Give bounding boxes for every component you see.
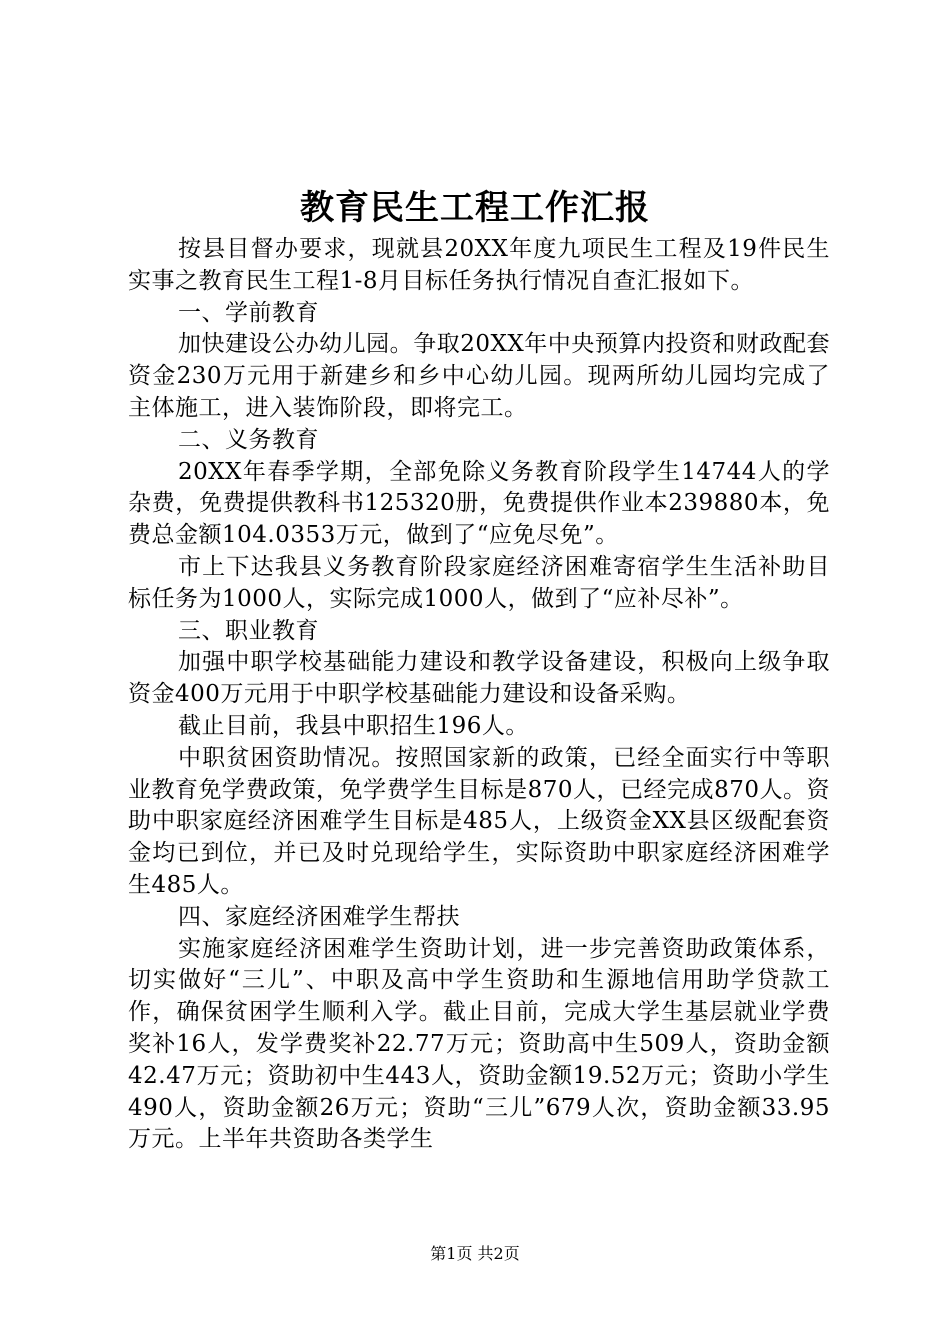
section-heading-vocational: 三、职业教育 (178, 617, 319, 644)
paragraph-compulsory-fees: 20XX年春季学期，全部免除义务教育阶段学生14744人的学杂费，免费提供教科书125320册，免费提供作业本239880本，免费总金额104.0353万元，做到了“应免尽免”。 (128, 458, 830, 549)
paragraph-compulsory-subsidy: 市上下达我县义务教育阶段家庭经济困难寄宿学生生活补助目标任务为1000人，实际完成1000人，做到了“应补尽补”。 (128, 553, 830, 612)
paragraph-vocational-funding: 加强中职学校基础能力建设和教学设备建设，积极向上级争取资金400万元用于中职学校基础能力建设和设备采购。 (128, 649, 830, 708)
paragraph-preschool: 加快建设公办幼儿园。争取20XX年中央预算内投资和财政配套资金230万元用于新建乡和乡中心幼儿园。现两所幼儿园均完成了主体施工，进入装饰阶段，即将完工。 (128, 331, 830, 421)
paragraph-vocational-aid: 中职贫困资助情况。按照国家新的政策，已经全面实行中等职业教育免学费政策，免学费学生目标是870人，已经完成870人。资助中职家庭经济困难学生目标是485人，上级资金XX县区级配套资金均已到位，并已及时兑现给学生，实际资助中职家庭经济困难学生485人。 (128, 744, 830, 898)
paragraph-vocational-enrollment: 截止目前，我县中职招生196人。 (178, 712, 529, 739)
section-heading-compulsory: 二、义务教育 (178, 426, 319, 453)
paragraph-family-aid: 实施家庭经济困难学生资助计划，进一步完善资助政策体系，切实做好“三儿”、中职及高中学生资助和生源地信用助学贷款工作，确保贫困学生顺利入学。截止目前，完成大学生基层就业学费奖补16人，发学费奖补22.77万元；资助高中生509人，资助金额42.47万元；资助初中生443人，资助金额19.52万元；资助小学生490人，资助金额26万元；资助“三儿”679人次，资助金额33.95万元。上半年共资助各类学生 (128, 935, 830, 1153)
document-body (128, 234, 830, 1156)
page-footer: 第1页 共2页 (430, 1244, 520, 1263)
section-heading-family-aid: 四、家庭经济困难学生帮扶 (178, 903, 460, 930)
section-heading-preschool: 一、学前教育 (178, 299, 319, 326)
paragraph-intro: 按县目督办要求，现就县20XX年度九项民生工程及19件民生实事之教育民生工程1-8月目标任务执行情况自查汇报如下。 (128, 236, 830, 294)
document-title: 教育民生工程工作汇报 (300, 188, 650, 228)
